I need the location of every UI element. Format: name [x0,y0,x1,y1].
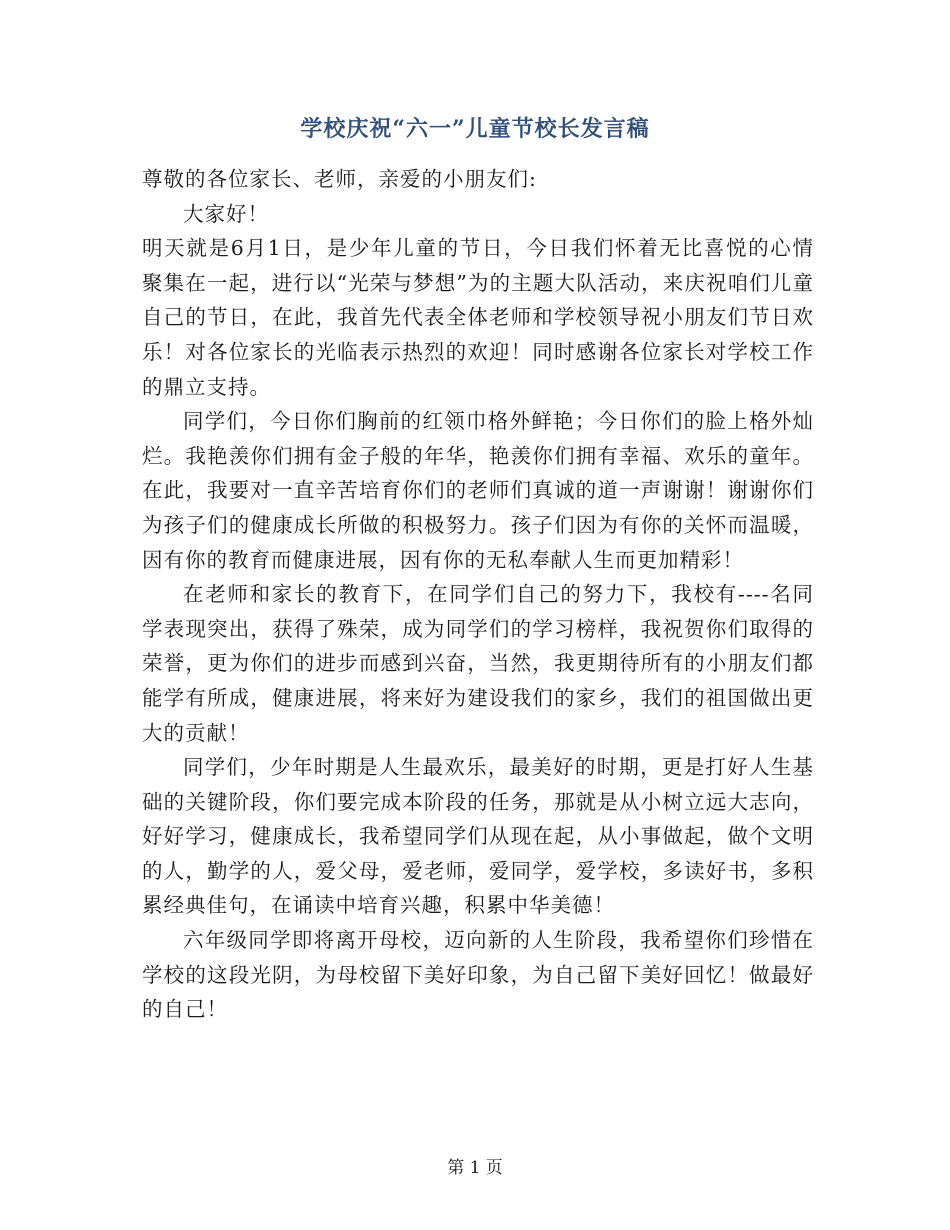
salutation: 尊敬的各位家长、老师，亲爱的小朋友们: [142,167,537,191]
greeting: 大家好！ [183,201,269,226]
paragraph-1: 明天就是6月1日，是少年儿童的节日，今日我们怀着无比喜悦的心情聚集在一起，进行以“光荣与梦想”为的主题大队活动，来庆祝咱们儿童自己的节日，在此，我首先代表全体老师和学校领导祝小朋友们节日欢乐！对各位家长的光临表示热烈的欢迎！同时感谢各位家长对学校工作的鼎立支持。 [142,236,814,399]
paragraph-2: 同学们，今日你们胸前的红领巾格外鲜艳；今日你们的脸上格外灿烂。我艳羡你们拥有金子般的年华，艳羡你们拥有幸福、欢乐的童年。在此，我要对一直辛苦培育你们的老师们真诚的道一声谢谢！谢谢你们为孩子们的健康成长所做的积极努力。孩子们因为有你的关怀而温暖，因有你的教育而健康进展，因有你的无私奉献人生而更加精彩！ [142,409,814,572]
document-body [142,162,814,1027]
paragraph-3: 在老师和家长的教育下，在同学们自己的努力下，我校有----名同学表现突出，获得了殊荣，成为同学们的学习榜样，我祝贺你们取得的荣誉，更为你们的进步而感到兴奋，当然，我更期待所有的小朋友们都能学有所成，健康进展，将来好为建设我们的家乡，我们的祖国做出更大的贡献！ [142,582,814,745]
paragraph-4: 同学们，少年时期是人生最欢乐，最美好的时期，更是打好人生基础的关键阶段，你们要完成本阶段的任务，那就是从小树立远大志向，好好学习，健康成长，我希望同学们从现在起，从小事做起，做个文明的人，勤学的人，爱父母，爱老师，爱同学，爱学校，多读好书，多积累经典佳句，在诵读中培育兴趣，积累中华美德！ [142,755,814,918]
paragraph-5: 六年级同学即将离开母校，迈向新的人生阶段，我希望你们珍惜在学校的这段光阴，为母校留下美好印象，为自己留下美好回忆！做最好的自己！ [142,928,814,1022]
document-title: 学校庆祝“六一”儿童节校长发言稿 [300,116,650,142]
page-number: 第 1 页 [447,1158,503,1178]
